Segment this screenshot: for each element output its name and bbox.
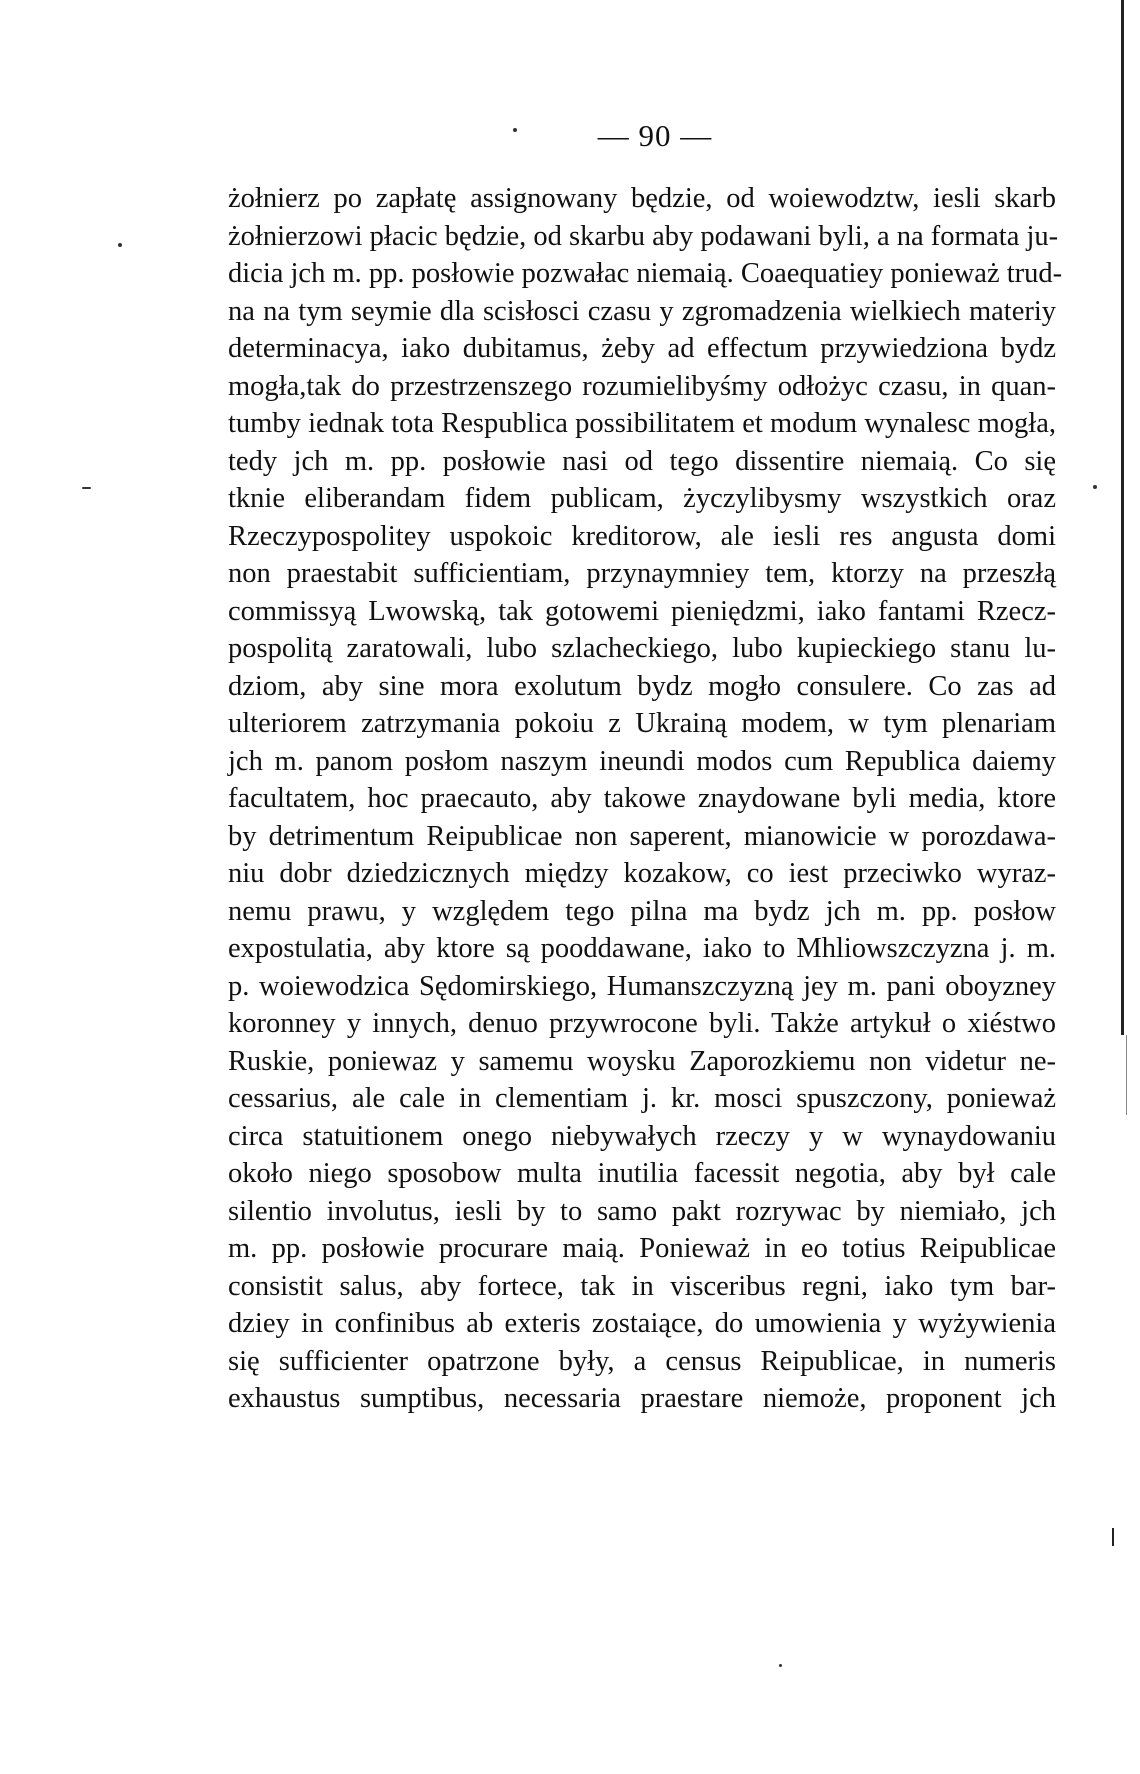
text-line: tedy jch m. pp. posłowie nasi od tego dissentire niemaią. Co się xyxy=(228,445,1056,477)
page-edge-rule-faint xyxy=(1126,1035,1127,1115)
text-line: m. pp. posłowie procurare maią. Ponieważ in eo totius Reipublicae xyxy=(228,1233,1056,1264)
text-line: determinacya, iako dubitamus, żeby ad effectum przywiedziona bydz xyxy=(228,333,1056,364)
text-line: cessarius, ale cale in clementiam j. kr. mosci spuszczony, ponieważ xyxy=(228,1083,1056,1114)
text-line: ulteriorem zatrzymania pokoiu z Ukrainą modem, w tym plenariam xyxy=(228,708,1056,739)
body-text xyxy=(228,180,1063,1418)
text-line: dicia jch m. pp. posłowie pozwałac niemaią. Coaequatiey ponieważ trud- xyxy=(228,258,1063,289)
scan-speck xyxy=(1093,485,1097,489)
text-line: się sufficienter opatrzone były, a census Reipublicae, in numeris xyxy=(228,1345,1056,1377)
text-line: exhaustus sumptibus, necessaria praestare niemoże, proponent jch xyxy=(228,1383,1056,1414)
text-line: by detrimentum Reipublicae non saperent, mianowicie w porozdawa- xyxy=(228,820,1056,852)
text-line: p. woiewodzica Sędomirskiego, Humanszczyzną jey m. pani oboyzney xyxy=(228,970,1056,1002)
text-line: tumby iednak tota Respublica possibilitatem et modum wynalesc mogła, xyxy=(228,408,1056,439)
text-line: facultatem, hoc praecauto, aby takowe znaydowane byli media, ktore xyxy=(228,783,1056,814)
text-line: żołnierzowi płacic będzie, od skarbu aby podawani byli, a na formata ju- xyxy=(228,220,1059,252)
scan-speck xyxy=(513,128,517,132)
text-line: jch m. panom posłom naszym ineundi modos cum Republica daiemy xyxy=(228,745,1056,777)
text-line: nemu prawu, y względem tego pilna ma bydz jch m. pp. posłow xyxy=(228,895,1056,927)
text-line: circa statuitionem onego niebywałych rzeczy y w wynaydowaniu xyxy=(228,1120,1056,1152)
scan-speck xyxy=(82,487,91,489)
text-line: żołnierz po zapłatę assignowany będzie, od woiewodztw, iesli skarb xyxy=(228,183,1056,214)
text-line: około niego sposobow multa inutilia facessit negotia, aby był cale xyxy=(228,1158,1056,1189)
text-line: tknie eliberandam fidem publicam, życzylibysmy wszystkich oraz xyxy=(228,483,1056,514)
page-edge-rule xyxy=(1121,0,1124,1035)
text-line: consistit salus, aby fortece, tak in visceribus regni, iako tym bar- xyxy=(228,1270,1056,1302)
text-line: pospolitą zaratowali, lubo szlacheckiego, lubo kupieckiego stanu lu- xyxy=(228,633,1056,664)
text-line: silentio involutus, iesli by to samo pakt rozrywac by niemiało, jch xyxy=(228,1195,1056,1227)
text-line: na na tym seymie dla scisłosci czasu y zgromadzenia wielkiech materiy xyxy=(228,295,1056,327)
text-line: non praestabit sufficientiam, przynaymniey tem, ktorzy na przeszłą xyxy=(228,558,1056,589)
text-line: Ruskie, poniewaz y samemu woysku Zaporozkiemu non videtur ne- xyxy=(228,1045,1056,1077)
scan-mark xyxy=(1112,1528,1114,1546)
page-number: — 90 — xyxy=(597,118,713,153)
text-line: Rzeczypospolitey uspokoic kreditorow, ale iesli res angusta domi xyxy=(228,520,1056,552)
text-line: dziey in confinibus ab exteris zostaiące, do umowienia y wyżywienia xyxy=(228,1308,1056,1339)
scan-speck xyxy=(118,243,122,247)
text-line: commissyą Lwowską, tak gotowemi pieniędzmi, iako fantami Rzecz- xyxy=(228,595,1056,627)
text-line: mogła,tak do przestrzenszego rozumielibyśmy odłożyc czasu, in quan- xyxy=(228,370,1056,402)
text-line: koronney y innych, denuo przywrocone byli. Także artykuł o xiéstwo xyxy=(228,1008,1056,1039)
text-line: dziom, aby sine mora exolutum bydz mogło consulere. Co zas ad xyxy=(228,670,1056,702)
scan-speck xyxy=(779,1664,782,1667)
text-line: niu dobr dziedzicznych między kozakow, co iest przeciwko wyraz- xyxy=(228,858,1056,889)
text-line: expostulatia, aby ktore są pooddawane, iako to Mhliowszczyzna j. m. xyxy=(228,933,1056,964)
